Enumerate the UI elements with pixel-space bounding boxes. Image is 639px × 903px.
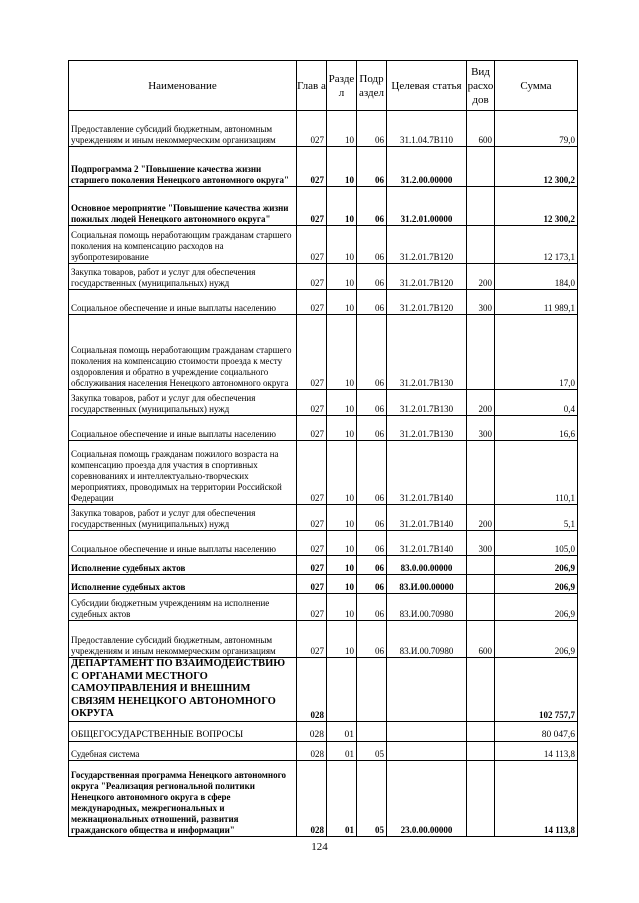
table-row: [69, 594, 578, 621]
row-glava-cell: 027: [297, 187, 327, 226]
table-row: [69, 505, 578, 531]
row-glava-cell: 027: [297, 575, 327, 594]
row-name-cell: Государственная программа Ненецкого автономного округа "Реализация региональной политики Ненецкого автономного округа в сфере международных, межрегиональных и межнациональных отношений, развития гражданского общества и информации": [69, 760, 297, 836]
row-vid-cell: 300: [467, 416, 495, 441]
row-razdel-cell: 10: [327, 621, 357, 658]
row-glava-cell: 028: [297, 760, 327, 836]
budget-table: [68, 60, 578, 837]
row-statya-cell: [387, 721, 467, 741]
row-podrazdel-cell: 06: [357, 111, 387, 147]
row-statya-cell: 31.2.01.7В130: [387, 390, 467, 416]
row-statya-cell: 31.2.01.7В120: [387, 290, 467, 315]
row-glava-cell: 027: [297, 264, 327, 290]
row-podrazdel-cell: 06: [357, 226, 387, 264]
row-summa-cell: 5,1: [495, 505, 578, 531]
row-name-cell: Исполнение судебных актов: [69, 556, 297, 575]
row-vid-cell: 600: [467, 621, 495, 658]
table-row: [69, 441, 578, 505]
row-razdel-cell: 10: [327, 505, 357, 531]
row-summa-cell: 80 047,6: [495, 721, 578, 741]
row-glava-cell: 027: [297, 111, 327, 147]
row-glava-cell: 027: [297, 621, 327, 658]
row-summa-cell: 11 989,1: [495, 290, 578, 315]
row-name-cell: Социальное обеспечение и иные выплаты населению: [69, 416, 297, 441]
row-statya-cell: 83.И.00.00000: [387, 575, 467, 594]
row-razdel-cell: 10: [327, 594, 357, 621]
row-vid-cell: [467, 575, 495, 594]
row-glava-cell: 027: [297, 416, 327, 441]
row-podrazdel-cell: 05: [357, 741, 387, 760]
row-name-cell: Социальная помощь неработающим гражданам старшего поколения на компенсацию расходов на зубопротезирование: [69, 226, 297, 264]
row-summa-cell: 206,9: [495, 594, 578, 621]
header-summa: Сумма: [495, 61, 578, 111]
row-summa-cell: 206,9: [495, 575, 578, 594]
table-header-row: [69, 61, 578, 111]
row-statya-cell: 31.2.01.7В120: [387, 264, 467, 290]
row-razdel-cell: 10: [327, 441, 357, 505]
row-podrazdel-cell: 06: [357, 147, 387, 187]
row-statya-cell: 31.2.01.00000: [387, 187, 467, 226]
row-name-cell: Подпрограмма 2 "Повышение качества жизни старшего поколения Ненецкого автономного округа": [69, 147, 297, 187]
row-podrazdel-cell: 06: [357, 531, 387, 556]
row-podrazdel-cell: 06: [357, 315, 387, 390]
row-podrazdel-cell: 06: [357, 441, 387, 505]
row-razdel-cell: 10: [327, 390, 357, 416]
table-row: [69, 315, 578, 390]
row-vid-cell: [467, 226, 495, 264]
row-glava-cell: 027: [297, 147, 327, 187]
row-vid-cell: [467, 721, 495, 741]
row-razdel-cell: 10: [327, 416, 357, 441]
row-name-cell: Предоставление субсидий бюджетным, автономным учреждениям и иным некоммерческим организациям: [69, 621, 297, 658]
row-summa-cell: 206,9: [495, 621, 578, 658]
table-row: [69, 416, 578, 441]
row-name-cell: Социальное обеспечение и иные выплаты населению: [69, 290, 297, 315]
row-razdel-cell: 01: [327, 721, 357, 741]
row-summa-cell: 14 113,8: [495, 741, 578, 760]
row-statya-cell: 31.2.00.00000: [387, 147, 467, 187]
row-summa-cell: 105,0: [495, 531, 578, 556]
table-row: [69, 741, 578, 760]
row-name-cell: Социальное обеспечение и иные выплаты населению: [69, 531, 297, 556]
row-podrazdel-cell: 06: [357, 556, 387, 575]
row-podrazdel-cell: [357, 721, 387, 741]
row-summa-cell: 12 173,1: [495, 226, 578, 264]
row-statya-cell: 31.2.01.7В130: [387, 416, 467, 441]
header-razdel: Разде л: [327, 61, 357, 111]
header-glava: Глав а: [297, 61, 327, 111]
row-name-cell: Предоставление субсидий бюджетным, автономным учреждениям и иным некоммерческим организациям: [69, 111, 297, 147]
row-statya-cell: 31.2.01.7В140: [387, 505, 467, 531]
row-vid-cell: 600: [467, 111, 495, 147]
row-glava-cell: 027: [297, 226, 327, 264]
row-razdel-cell: 10: [327, 315, 357, 390]
table-row: [69, 147, 578, 187]
row-glava-cell: 027: [297, 290, 327, 315]
table-row: [69, 226, 578, 264]
table-row: [69, 290, 578, 315]
row-summa-cell: 0,4: [495, 390, 578, 416]
row-statya-cell: 31.2.01.7В120: [387, 226, 467, 264]
header-podrazdel: Подр аздел: [357, 61, 387, 111]
row-vid-cell: [467, 315, 495, 390]
row-statya-cell: 23.0.00.00000: [387, 760, 467, 836]
row-glava-cell: 028: [297, 658, 327, 722]
row-razdel-cell: 10: [327, 187, 357, 226]
row-razdel-cell: 10: [327, 290, 357, 315]
row-name-cell: ДЕПАРТАМЕНТ ПО ВЗАИМОДЕЙСТВИЮ С ОРГАНАМИ МЕСТНОГО САМОУПРАВЛЕНИЯ И ВНЕШНИМ СВЯЗЯМ НЕНЕЦКОГО АВТОНОМНОГО ОКРУГА: [69, 658, 297, 722]
row-name-cell: Субсидии бюджетным учреждениям на исполнение судебных актов: [69, 594, 297, 621]
row-summa-cell: 12 300,2: [495, 187, 578, 226]
row-summa-cell: 16,6: [495, 416, 578, 441]
row-vid-cell: [467, 556, 495, 575]
row-vid-cell: 200: [467, 390, 495, 416]
row-name-cell: Закупка товаров, работ и услуг для обеспечения государственных (муниципальных) нужд: [69, 505, 297, 531]
row-vid-cell: 200: [467, 264, 495, 290]
row-podrazdel-cell: 06: [357, 505, 387, 531]
row-summa-cell: 14 113,8: [495, 760, 578, 836]
row-razdel-cell: 01: [327, 760, 357, 836]
table-row: [69, 621, 578, 658]
table-row: [69, 575, 578, 594]
row-glava-cell: 027: [297, 594, 327, 621]
row-podrazdel-cell: 06: [357, 594, 387, 621]
row-name-cell: Исполнение судебных актов: [69, 575, 297, 594]
row-podrazdel-cell: 06: [357, 390, 387, 416]
table-row: [69, 556, 578, 575]
table-row: [69, 187, 578, 226]
row-name-cell: Социальная помощь гражданам пожилого возраста на компенсацию проезда для участия в спортивных соревнованиях и интеллектуально-творческих мероприятиях, проводимых на территории Российской Федерации: [69, 441, 297, 505]
row-podrazdel-cell: [357, 658, 387, 722]
row-glava-cell: 027: [297, 531, 327, 556]
row-summa-cell: 206,9: [495, 556, 578, 575]
header-vid: Вид расхо дов: [467, 61, 495, 111]
row-razdel-cell: [327, 658, 357, 722]
row-glava-cell: 027: [297, 556, 327, 575]
row-vid-cell: [467, 147, 495, 187]
row-glava-cell: 027: [297, 441, 327, 505]
row-razdel-cell: 10: [327, 264, 357, 290]
row-statya-cell: 31.2.01.7В140: [387, 441, 467, 505]
row-vid-cell: 300: [467, 290, 495, 315]
row-summa-cell: 184,0: [495, 264, 578, 290]
row-podrazdel-cell: 06: [357, 575, 387, 594]
row-razdel-cell: 10: [327, 575, 357, 594]
table-row: [69, 760, 578, 836]
row-name-cell: Судебная система: [69, 741, 297, 760]
row-podrazdel-cell: 06: [357, 264, 387, 290]
row-podrazdel-cell: 06: [357, 290, 387, 315]
row-statya-cell: [387, 741, 467, 760]
row-podrazdel-cell: 05: [357, 760, 387, 836]
row-vid-cell: [467, 594, 495, 621]
row-statya-cell: 31.2.01.7В130: [387, 315, 467, 390]
table-body: [69, 111, 578, 837]
page-number: 124: [311, 841, 328, 853]
row-glava-cell: 027: [297, 390, 327, 416]
row-statya-cell: 31.2.01.7В140: [387, 531, 467, 556]
row-statya-cell: 83.И.00.70980: [387, 594, 467, 621]
row-statya-cell: 83.0.00.00000: [387, 556, 467, 575]
header-statya: Целевая статья: [387, 61, 467, 111]
table-row: [69, 264, 578, 290]
row-name-cell: Основное мероприятие "Повышение качества жизни пожилых людей Ненецкого автономного округа": [69, 187, 297, 226]
row-vid-cell: [467, 741, 495, 760]
row-glava-cell: 027: [297, 505, 327, 531]
table-row: [69, 721, 578, 741]
table-row: [69, 658, 578, 722]
row-glava-cell: 028: [297, 721, 327, 741]
header-name: Наименование: [69, 61, 297, 111]
table-row: [69, 531, 578, 556]
row-glava-cell: 027: [297, 315, 327, 390]
row-podrazdel-cell: 06: [357, 621, 387, 658]
row-razdel-cell: 10: [327, 531, 357, 556]
row-statya-cell: [387, 658, 467, 722]
row-name-cell: ОБЩЕГОСУДАРСТВЕННЫЕ ВОПРОСЫ: [69, 721, 297, 741]
row-statya-cell: 83.И.00.70980: [387, 621, 467, 658]
row-glava-cell: 028: [297, 741, 327, 760]
row-vid-cell: [467, 658, 495, 722]
row-podrazdel-cell: 06: [357, 416, 387, 441]
row-summa-cell: 12 300,2: [495, 147, 578, 187]
row-name-cell: Закупка товаров, работ и услуг для обеспечения государственных (муниципальных) нужд: [69, 264, 297, 290]
row-razdel-cell: 01: [327, 741, 357, 760]
row-summa-cell: 79,0: [495, 111, 578, 147]
row-summa-cell: 102 757,7: [495, 658, 578, 722]
row-statya-cell: 31.1.04.7В110: [387, 111, 467, 147]
row-razdel-cell: 10: [327, 147, 357, 187]
row-vid-cell: [467, 760, 495, 836]
row-summa-cell: 17,0: [495, 315, 578, 390]
row-razdel-cell: 10: [327, 226, 357, 264]
row-name-cell: Закупка товаров, работ и услуг для обеспечения государственных (муниципальных) нужд: [69, 390, 297, 416]
row-vid-cell: [467, 187, 495, 226]
row-razdel-cell: 10: [327, 556, 357, 575]
row-summa-cell: 110,1: [495, 441, 578, 505]
row-vid-cell: 300: [467, 531, 495, 556]
table-row: [69, 390, 578, 416]
row-vid-cell: [467, 441, 495, 505]
table-row: [69, 111, 578, 147]
row-name-cell: Социальная помощь неработающим гражданам старшего поколения на компенсацию стоимости проезда к месту оздоровления и обратно в учреждение социального обслуживания населения Ненецкого автономного округа: [69, 315, 297, 390]
row-vid-cell: 200: [467, 505, 495, 531]
row-razdel-cell: 10: [327, 111, 357, 147]
row-podrazdel-cell: 06: [357, 187, 387, 226]
